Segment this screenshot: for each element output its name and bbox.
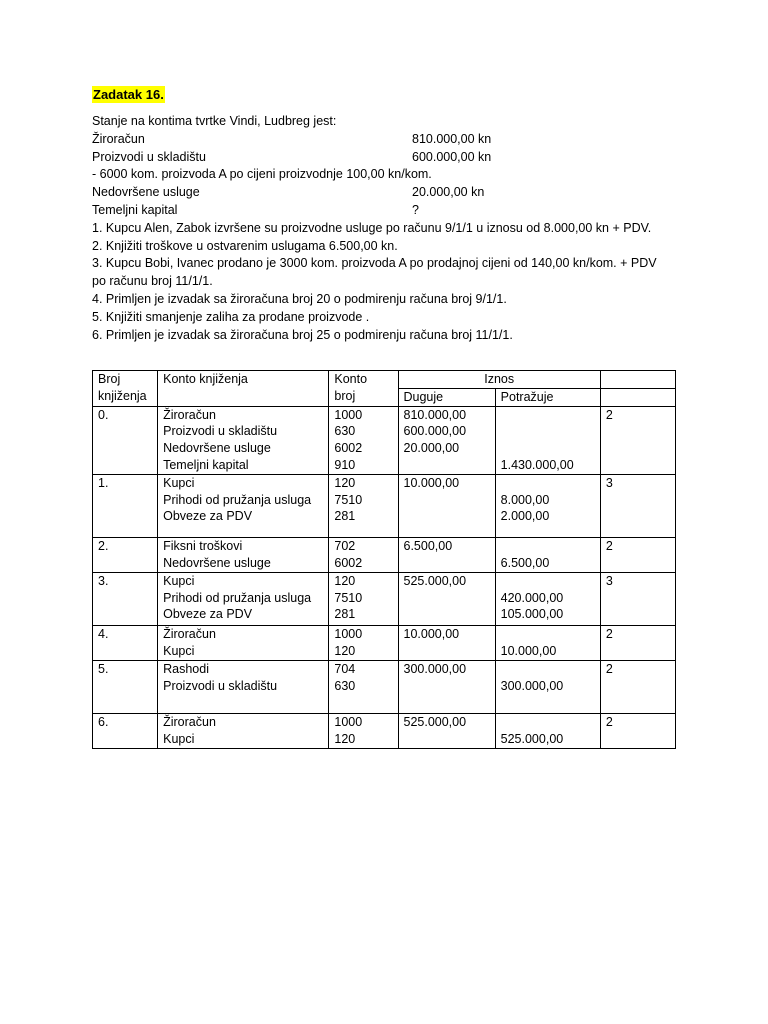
row-konto-broj-line: 120 <box>334 573 356 588</box>
table-row <box>93 406 676 474</box>
row-potrazuje-line <box>501 626 595 643</box>
row-accounts-line: Prihodi od pružanja usluga <box>163 492 312 507</box>
row-konto-broj-line: 120 <box>334 643 356 658</box>
row-konto-broj-line: 1000 <box>334 714 363 729</box>
row-duguje-line: 300.000,00 <box>403 661 467 676</box>
row-potrazuje-line: 1.430.000,00 <box>500 457 574 472</box>
row-duguje-line <box>404 590 490 607</box>
row-duguje-line <box>404 457 490 474</box>
balance-line <box>92 202 682 220</box>
header-broj-line: knjiženja <box>98 388 147 403</box>
table-row <box>93 625 676 660</box>
balance-line <box>92 184 682 202</box>
row-extra: 2 <box>600 713 675 748</box>
row-accounts-line: Kupci <box>163 731 195 746</box>
header-konto-broj-line: broj <box>334 388 356 403</box>
row-potrazuje-line <box>501 423 595 440</box>
row-duguje-line <box>404 731 490 748</box>
intro-heading: Stanje na kontima tvrtke Vindi, Ludbreg jest: <box>92 114 337 128</box>
header-konto-broj-line: Konto <box>334 372 368 386</box>
row-konto-broj <box>329 474 398 537</box>
table-row <box>93 572 676 625</box>
row-duguje <box>398 406 495 474</box>
row-duguje <box>398 660 495 713</box>
row-potrazuje-line: 8.000,00 <box>500 492 550 507</box>
row-number: 4. <box>93 625 158 660</box>
row-duguje-line <box>404 555 490 572</box>
row-duguje-line: 600.000,00 <box>403 424 467 439</box>
task-title: Zadatak 16. <box>93 87 164 102</box>
row-potrazuje <box>495 625 600 660</box>
balance-label: - 6000 kom. proizvoda A po cijeni proizvodnje 100,00 kn/kom. <box>92 167 432 182</box>
row-konto-broj-line: 120 <box>334 731 356 746</box>
header-extra-empty <box>600 388 675 406</box>
row-duguje-line <box>404 606 490 623</box>
row-duguje-line <box>404 508 490 525</box>
row-accounts-line: Temeljni kapital <box>163 457 249 472</box>
row-potrazuje <box>495 713 600 748</box>
row-number: 0. <box>93 406 158 474</box>
row-number: 2. <box>93 537 158 572</box>
row-accounts <box>158 406 329 474</box>
row-accounts <box>158 660 329 713</box>
row-konto-broj-line: 702 <box>334 538 356 553</box>
row-accounts-line: Obveze za PDV <box>163 607 253 622</box>
row-duguje-line <box>404 492 490 509</box>
task-line: 6. Primljen je izvadak sa žiroračuna broj 25 o podmirenju računa broj 11/1/1. <box>92 327 513 342</box>
balance-amount: 810.000,00 kn <box>412 131 492 146</box>
row-konto-broj-line: 7510 <box>334 492 363 507</box>
row-duguje-line: 10.000,00 <box>403 475 460 490</box>
journal-table <box>92 370 676 749</box>
table-row <box>93 474 676 537</box>
balance-amount: 20.000,00 kn <box>412 185 485 200</box>
row-extra: 2 <box>600 406 675 474</box>
row-potrazuje <box>495 572 600 625</box>
row-accounts-line: Žiroračun <box>163 714 216 729</box>
row-potrazuje <box>495 660 600 713</box>
row-accounts-line: Kupci <box>163 573 195 588</box>
row-duguje-line <box>404 643 490 660</box>
balance-label: Nedovršene usluge <box>92 185 200 200</box>
row-duguje <box>398 625 495 660</box>
header-potrazuje: Potražuje <box>495 388 600 406</box>
row-konto-broj-line: 6002 <box>334 555 363 570</box>
row-accounts-line: Kupci <box>163 643 195 658</box>
row-duguje <box>398 572 495 625</box>
row-number: 1. <box>93 474 158 537</box>
row-konto-broj-line: 704 <box>334 661 356 676</box>
row-duguje-line: 10.000,00 <box>403 626 460 641</box>
table-row <box>93 660 676 713</box>
row-potrazuje-line <box>501 714 595 731</box>
row-konto-broj <box>329 537 398 572</box>
row-potrazuje-line: 2.000,00 <box>500 509 550 524</box>
row-accounts-line: Prihodi od pružanja usluga <box>163 590 312 605</box>
row-number: 5. <box>93 660 158 713</box>
row-potrazuje-line: 525.000,00 <box>500 731 564 746</box>
header-extra <box>600 371 675 389</box>
row-accounts-line: Fiksni troškovi <box>163 538 243 553</box>
row-accounts <box>158 537 329 572</box>
row-extra: 3 <box>600 572 675 625</box>
row-konto-broj-line: 6002 <box>334 441 363 456</box>
row-potrazuje-line <box>501 440 595 457</box>
row-number: 3. <box>93 572 158 625</box>
task-line: 5. Knjižiti smanjenje zaliha za prodane proizvode . <box>92 309 370 324</box>
row-konto-broj <box>329 713 398 748</box>
balance-label: Žiroračun <box>92 131 145 146</box>
row-extra: 2 <box>600 660 675 713</box>
row-duguje <box>398 537 495 572</box>
row-konto-broj <box>329 660 398 713</box>
table-row <box>93 537 676 572</box>
balance-label: Temeljni kapital <box>92 202 178 217</box>
header-konto-broj <box>329 371 398 407</box>
row-potrazuje-line: 105.000,00 <box>500 607 564 622</box>
row-konto-broj-line: 281 <box>334 509 356 524</box>
row-konto-broj <box>329 572 398 625</box>
row-konto-broj-line: 630 <box>334 424 356 439</box>
row-konto-broj-line: 1000 <box>334 407 363 422</box>
row-potrazuje-line: 420.000,00 <box>500 590 564 605</box>
row-potrazuje-line: 300.000,00 <box>500 678 564 693</box>
header-broj <box>93 371 158 407</box>
row-extra: 2 <box>600 625 675 660</box>
row-accounts-line: Žiroračun <box>163 626 216 641</box>
balance-line <box>92 166 682 184</box>
row-duguje-line <box>404 678 490 695</box>
row-konto-broj-line: 7510 <box>334 590 363 605</box>
row-duguje-line: 810.000,00 <box>403 407 467 422</box>
row-accounts-line: Rashodi <box>163 661 209 676</box>
row-potrazuje-line <box>501 475 595 492</box>
row-number: 6. <box>93 713 158 748</box>
header-broj-line: Broj <box>98 372 121 386</box>
row-potrazuje-line <box>501 407 595 424</box>
row-duguje-line: 6.500,00 <box>403 538 453 553</box>
row-accounts-line: Nedovršene usluge <box>163 555 271 570</box>
table-row <box>93 713 676 748</box>
table-header-row <box>93 371 676 389</box>
task-line: 2. Knjižiti troškove u ostvarenim uslugama 6.500,00 kn. <box>92 238 398 253</box>
row-konto-broj-line: 281 <box>334 607 356 622</box>
row-accounts-line: Žiroračun <box>163 407 216 422</box>
row-extra: 3 <box>600 474 675 537</box>
row-accounts-line: Kupci <box>163 475 195 490</box>
header-iznos: Iznos <box>398 371 600 389</box>
task-line: 4. Primljen je izvadak sa žiroračuna broj 20 o podmirenju računa broj 9/1/1. <box>92 291 507 306</box>
row-konto-broj-line: 1000 <box>334 626 363 641</box>
row-duguje <box>398 713 495 748</box>
row-potrazuje-line <box>501 661 595 678</box>
balance-label: Proizvodi u skladištu <box>92 149 206 164</box>
row-potrazuje <box>495 406 600 474</box>
row-accounts <box>158 625 329 660</box>
task-line: po računu broj 11/1/1. <box>92 274 213 289</box>
balance-amount: 600.000,00 kn <box>412 149 492 164</box>
row-konto-broj <box>329 625 398 660</box>
header-konto: Konto knjiženja <box>158 371 329 407</box>
row-accounts <box>158 713 329 748</box>
balance-line <box>92 149 682 167</box>
row-duguje-line: 20.000,00 <box>403 441 460 456</box>
header-duguje: Duguje <box>398 388 495 406</box>
row-potrazuje <box>495 474 600 537</box>
row-potrazuje-line <box>501 538 595 555</box>
row-accounts <box>158 474 329 537</box>
task-line: 1. Kupcu Alen, Zabok izvršene su proizvodne usluge po računu 9/1/1 u iznosu od 8.000,00 kn + PDV. <box>92 220 652 235</box>
row-konto-broj-line: 910 <box>334 457 356 472</box>
row-duguje-line: 525.000,00 <box>403 714 467 729</box>
balance-amount: ? <box>412 202 419 217</box>
row-potrazuje <box>495 537 600 572</box>
task-line: 3. Kupcu Bobi, Ivanec prodano je 3000 kom. proizvoda A po prodajnoj cijeni od 140,00 kn/kom. + PDV <box>92 256 657 271</box>
row-potrazuje-line <box>501 573 595 590</box>
intro-section <box>92 113 682 344</box>
row-duguje <box>398 474 495 537</box>
balance-line <box>92 131 682 149</box>
row-accounts-line: Proizvodi u skladištu <box>163 424 278 439</box>
row-konto-broj-line: 630 <box>334 678 356 693</box>
row-konto-broj-line: 120 <box>334 475 356 490</box>
row-duguje-line: 525.000,00 <box>403 573 467 588</box>
row-extra: 2 <box>600 537 675 572</box>
row-potrazuje-line: 10.000,00 <box>500 643 557 658</box>
row-accounts-line: Obveze za PDV <box>163 509 253 524</box>
row-accounts-line: Proizvodi u skladištu <box>163 678 278 693</box>
row-accounts-line: Nedovršene usluge <box>163 441 271 456</box>
row-accounts <box>158 572 329 625</box>
row-konto-broj <box>329 406 398 474</box>
row-potrazuje-line: 6.500,00 <box>500 555 550 570</box>
